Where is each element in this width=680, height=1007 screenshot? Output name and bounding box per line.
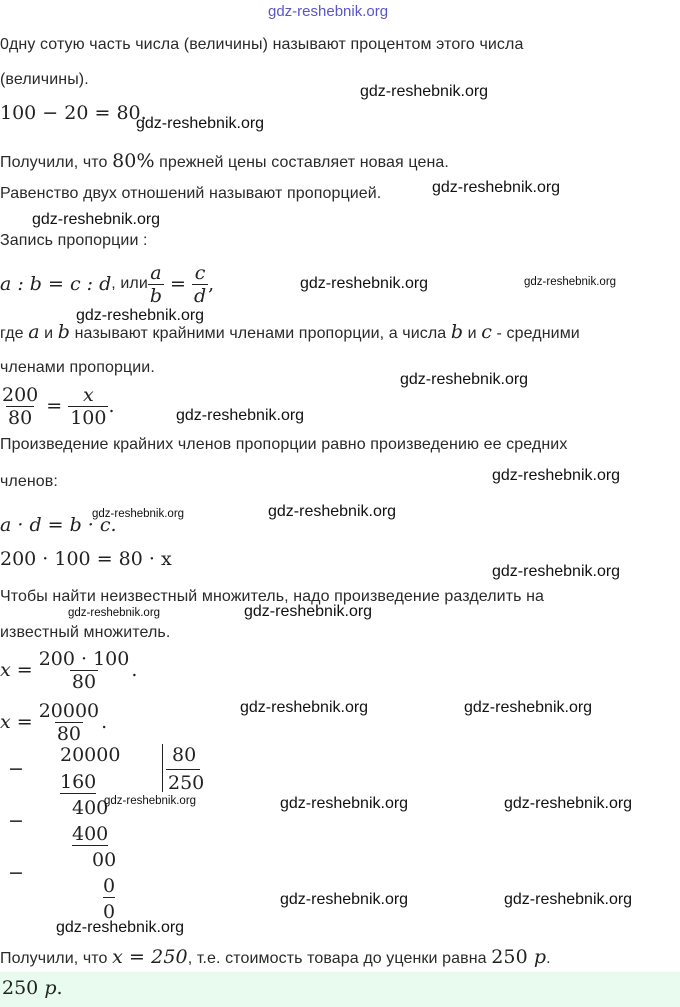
paragraph-percent-definition: 0дну сотую часть числа (величины) называют процентом этого числа	[0, 36, 524, 53]
denominator: d	[193, 284, 207, 307]
proportion-formula	[0, 258, 214, 310]
watermark: gdz-reshebnik.org	[240, 699, 369, 716]
math-var: c	[481, 321, 493, 343]
subtrahend-2: 400	[72, 823, 109, 845]
math-var: a	[28, 321, 40, 343]
watermark: gdz-reshebnik.org	[56, 919, 185, 936]
watermark: gdz-reshebnik.org	[68, 607, 161, 619]
watermark: gdz-reshebnik.org	[504, 795, 633, 812]
paragraph-product-rule: Произведение крайних членов пропорции равно произведению ее средних	[0, 436, 568, 453]
watermark: gdz-reshebnik.org	[268, 503, 397, 520]
paragraph-80-percent	[0, 150, 449, 172]
answer-number: 250	[2, 977, 45, 999]
equation-100-minus-20: 100 − 20 = 80.	[0, 102, 147, 124]
paragraph-product-rule-cont: членов:	[0, 473, 58, 490]
divisor: 80	[172, 744, 197, 766]
fraction-200-over-80	[0, 384, 40, 429]
fraction-20000-over-80	[37, 700, 101, 745]
divisor-underline	[166, 769, 200, 770]
watermark: gdz-reshebnik.org	[492, 563, 621, 580]
fraction-200x100-over-80	[37, 648, 132, 693]
math-unit: р	[533, 946, 547, 968]
watermark: gdz-reshebnik.org	[300, 275, 429, 292]
period: .	[108, 395, 115, 417]
math-a-b-c-d: a : b = c : d	[0, 273, 112, 295]
text-fragment: , т.е. стоимость товара до уценки равна	[187, 950, 492, 967]
remainder-1: 400	[72, 797, 109, 819]
watermark: gdz-reshebnik.org	[136, 115, 265, 132]
equation-200-100-80x: 200 · 100 = 80 · x	[0, 548, 172, 570]
numerator: 20000	[38, 699, 100, 722]
text-fragment: прежней цены составляет новая цена.	[154, 154, 449, 171]
watermark: gdz-reshebnik.org	[492, 467, 621, 484]
period: .	[56, 977, 63, 999]
period: .	[101, 711, 108, 733]
watermark: gdz-reshebnik.org	[280, 891, 409, 908]
quotient: 250	[168, 772, 205, 794]
watermark: gdz-reshebnik.org	[176, 407, 305, 424]
minus-sign: −	[8, 810, 24, 832]
numerator: 200 · 100	[38, 647, 130, 670]
equation-x-fraction-1	[0, 646, 137, 694]
watermark: gdz-reshebnik.org	[280, 795, 409, 812]
math-250: 250	[491, 946, 534, 968]
paragraph-proportion-record: Запись пропорции :	[0, 232, 148, 249]
numerator: c	[194, 261, 206, 284]
answer-box	[0, 972, 680, 1007]
fraction-c-over-d	[192, 262, 208, 307]
text-fragment: , или	[111, 275, 148, 292]
numerator: a	[150, 261, 162, 284]
math-var: b	[57, 321, 71, 343]
equation-ad-bc: a · d = b · c.	[0, 514, 117, 536]
denominator: 80	[71, 670, 97, 693]
x-equals: x =	[0, 659, 33, 681]
text-fragment: Получили, что	[0, 154, 113, 171]
watermark: gdz-reshebnik.org	[504, 891, 633, 908]
subtrahend-1: 160	[60, 771, 97, 793]
fraction-a-over-b	[148, 262, 164, 307]
subtrahend-3: 0	[103, 875, 116, 897]
denominator: 80	[8, 406, 33, 429]
numerator: x	[82, 383, 94, 406]
denominator: 100	[70, 406, 107, 429]
period: .	[546, 950, 551, 967]
watermark: gdz-reshebnik.org	[244, 603, 373, 620]
watermark: gdz-reshebnik.org	[104, 795, 197, 807]
math-x-250: x = 250	[112, 946, 188, 968]
math-var: b	[450, 321, 464, 343]
paragraph-percent-definition-cont: (величины).	[0, 71, 89, 88]
text-fragment: Получили, что	[0, 950, 113, 967]
watermark: gdz-reshebnik.org	[524, 276, 617, 288]
watermark: gdz-reshebnik.org	[464, 699, 593, 716]
text-fragment: и	[39, 325, 58, 342]
text-fragment: называют крайними членами пропорции, а числа	[70, 325, 451, 342]
paragraph-extreme-terms-cont: членами пропорции.	[0, 359, 155, 376]
equation-x-fraction-2	[0, 698, 107, 746]
denominator: b	[149, 284, 163, 307]
watermark: gdz-reshebnik.org	[400, 371, 529, 388]
paragraph-conclusion	[0, 946, 551, 968]
minus-sign: −	[8, 758, 24, 780]
comma: ,	[208, 273, 215, 295]
proportion-200-80-x-100	[0, 382, 115, 430]
answer-value	[2, 977, 63, 999]
equals-sign: =	[46, 395, 63, 417]
watermark: gdz-reshebnik.org	[32, 211, 161, 228]
paragraph-unknown-factor-cont: известный множитель.	[0, 624, 171, 641]
x-equals: x =	[0, 711, 33, 733]
paragraph-unknown-factor: Чтобы найти неизвестный множитель, надо произведение разделить на	[0, 588, 545, 605]
division-bar	[162, 744, 163, 792]
text-fragment: где	[0, 325, 29, 342]
watermark: gdz-reshebnik.org	[360, 83, 489, 100]
period: .	[131, 659, 138, 681]
top-watermark: gdz-reshebnik.org	[268, 3, 389, 20]
remainder-3: 0	[103, 901, 116, 923]
remainder-2: 00	[92, 849, 117, 871]
answer-unit: р	[44, 977, 57, 999]
minus-sign: −	[8, 862, 24, 884]
text-fragment: - средними	[492, 325, 580, 342]
watermark: gdz-reshebnik.org	[92, 508, 185, 520]
numerator: 200	[2, 383, 39, 406]
text-fragment: и	[463, 325, 482, 342]
watermark: gdz-reshebnik.org	[432, 179, 561, 196]
watermark: gdz-reshebnik.org	[76, 307, 205, 324]
denominator: 80	[56, 722, 81, 745]
math-80-percent: 80%	[112, 150, 155, 172]
equals-sign: =	[170, 273, 186, 295]
paragraph-proportion-definition: Равенство двух отношений называют пропорцией.	[0, 185, 382, 202]
dividend: 20000	[60, 744, 121, 766]
fraction-x-over-100	[68, 384, 108, 429]
